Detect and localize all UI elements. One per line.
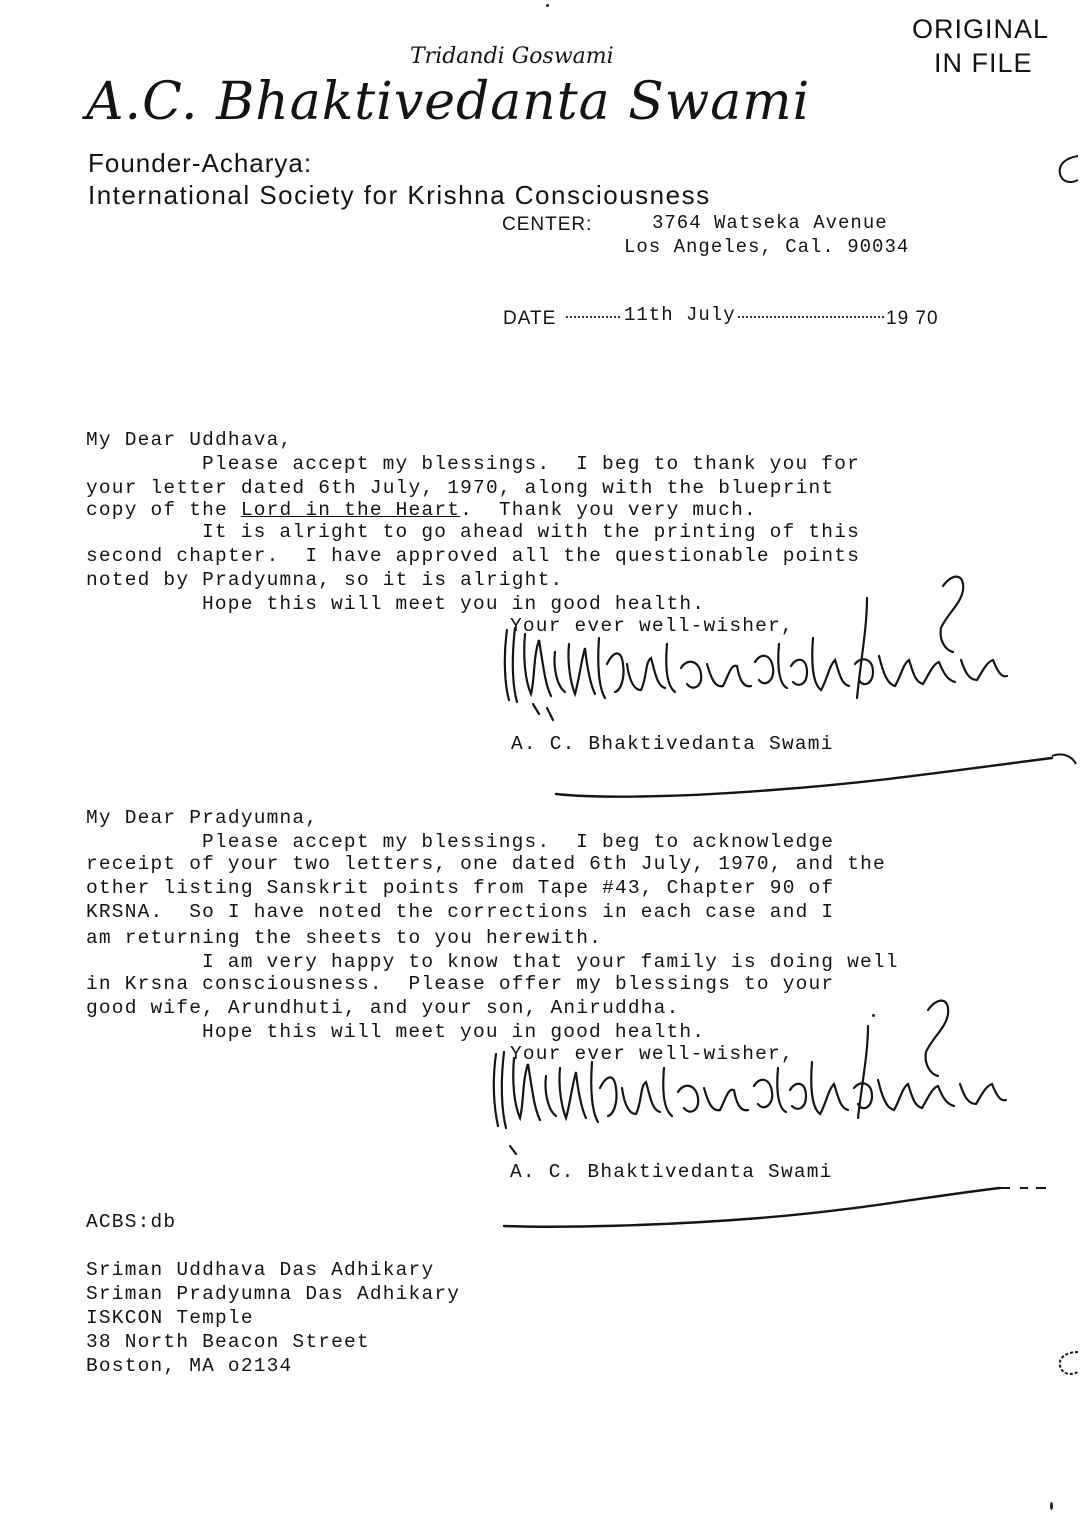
letter2-line-4: KRSNA. So I have noted the corrections in each case and I: [86, 901, 835, 923]
separator-swash-2: [500, 1172, 1056, 1232]
recipient-line-5: Boston, MA o2134: [86, 1355, 293, 1377]
speck: [872, 1014, 875, 1017]
signature-2-icon: [482, 996, 1022, 1156]
punch-hole-mark-bottom: [1044, 1344, 1080, 1380]
center-label: CENTER:: [502, 214, 593, 235]
letter1-line-1: Please accept my blessings. I beg to thank you for: [202, 453, 860, 475]
typist-initials: ACBS:db: [86, 1211, 177, 1233]
letter2-closing: Your ever well-wisher,: [510, 1043, 794, 1065]
letter1-line-6: noted by Pradyumna, so it is alright.: [86, 569, 564, 591]
recipient-line-1: Sriman Uddhava Das Adhikary: [86, 1259, 435, 1281]
letter2-line-8: good wife, Arundhuti, and your son, Aniruddha.: [86, 997, 680, 1019]
letter2-line-6: I am very happy to know that your family is doing well: [202, 951, 899, 973]
letter1-closing: Your ever well-wisher,: [510, 615, 794, 637]
stamp-line-1: ORIGINAL: [912, 14, 1050, 44]
original-in-file-stamp: [912, 12, 1049, 80]
date-label: DATE: [503, 308, 557, 329]
letterhead-name: A.C. Bhaktivedanta Swami: [86, 72, 811, 132]
letter2-line-5: am returning the sheets to you herewith.: [86, 927, 603, 949]
signature-1-icon: [495, 568, 1025, 738]
letter2-signature-name: A. C. Bhaktivedanta Swami: [510, 1161, 833, 1183]
recipient-line-4: 38 North Beacon Street: [86, 1331, 370, 1353]
letterhead-founder: Founder-Acharya:: [88, 148, 313, 178]
date-day: 11th July: [624, 304, 736, 326]
book-title: Lord in the Heart: [240, 499, 461, 521]
letter1-salutation: My Dear Uddhava,: [86, 429, 293, 451]
speck: [1050, 1502, 1053, 1510]
letter1-line-3: [86, 498, 757, 522]
letter1-line-3-end: . Thank you very much.: [460, 499, 757, 521]
letterhead-tridandi: Tridandi Goswami: [410, 44, 614, 69]
recipient-line-2: Sriman Pradyumna Das Adhikary: [86, 1283, 461, 1305]
letter1-line-4: It is alright to go ahead with the printing of this: [202, 521, 860, 543]
letter2-line-9: Hope this will meet you in good health.: [202, 1021, 706, 1043]
punch-hole-mark-top: [1040, 150, 1080, 190]
letter1-signature-name: A. C. Bhaktivedanta Swami: [511, 733, 834, 755]
center-address-line-2: Los Angeles, Cal. 90034: [624, 236, 910, 258]
letter1-line-2: your letter dated 6th July, 1970, along with the blueprint: [86, 477, 835, 499]
letter2-salutation: My Dear Pradyumna,: [86, 807, 319, 829]
letter1-line-3-start: copy of the: [86, 499, 241, 521]
separator-swash-1: [552, 742, 1080, 802]
letter2-line-3: other listing Sanskrit points from Tape #43, Chapter 90 of: [86, 877, 835, 899]
stamp-line-2: IN FILE: [934, 48, 1033, 78]
letter1-line-5: second chapter. I have approved all the questionable points: [86, 545, 861, 567]
letterhead-society: International Society for Krishna Consciousness: [88, 180, 711, 210]
letter2-line-2: receipt of your two letters, one dated 6th July, 1970, and the: [86, 853, 886, 875]
letter2-line-7: in Krsna consciousness. Please offer my blessings to your: [86, 973, 835, 995]
center-address-line-1: 3764 Watseka Avenue: [652, 212, 888, 234]
letter1-line-7: Hope this will meet you in good health.: [202, 593, 706, 615]
date-year: 19 70: [886, 308, 939, 329]
recipient-line-3: ISKCON Temple: [86, 1307, 254, 1329]
letter2-line-1: Please accept my blessings. I beg to acknowledge: [202, 831, 835, 853]
speck: [546, 4, 549, 7]
